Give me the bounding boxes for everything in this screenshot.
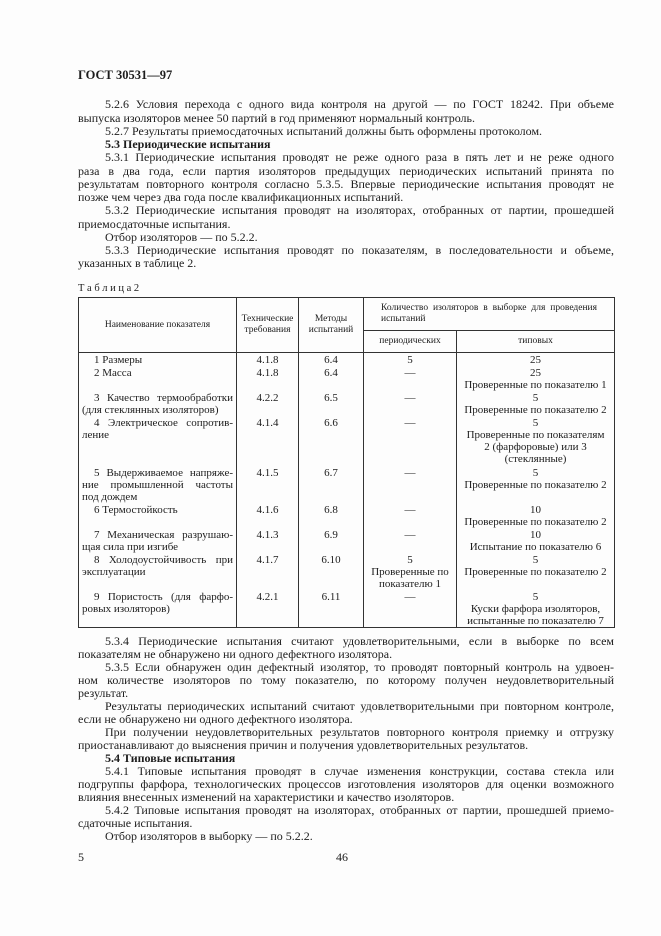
cell-text: ние промышленной частоты bbox=[82, 479, 233, 491]
cell-text: 5 Выдерживаемое напряже- bbox=[94, 467, 233, 479]
cell-text: 5 bbox=[532, 467, 539, 479]
cell-text: — bbox=[404, 529, 416, 541]
cell-text: — bbox=[404, 392, 416, 404]
table-header-methods bbox=[299, 298, 364, 353]
cell-text: под дождем bbox=[82, 491, 138, 503]
cell-periodic bbox=[364, 590, 457, 628]
paragraph-line: влияния внесенных изменений на характеристики и качество изоляторов. bbox=[78, 791, 455, 805]
page-number-center: 46 bbox=[336, 850, 348, 864]
table-row bbox=[79, 466, 615, 503]
cell-text: 10 bbox=[530, 529, 541, 541]
cell-periodic bbox=[364, 391, 457, 416]
cell-name bbox=[79, 528, 237, 553]
paragraph-line: 5.4.2 Типовые испытания проводят на изоляторах, отобранных от партии, прошедшей приемо- bbox=[105, 804, 614, 818]
cell-text: — bbox=[404, 504, 416, 516]
header-text: испытаний bbox=[308, 325, 354, 335]
paragraph-line: сдаточные испытания. bbox=[78, 817, 193, 831]
cell-text: эксплуатации bbox=[82, 566, 146, 578]
paragraph-line: указанных в таблице 2. bbox=[78, 257, 197, 271]
paragraph-line: результат. bbox=[78, 686, 129, 700]
table-row bbox=[79, 366, 615, 391]
cell-method bbox=[299, 391, 364, 416]
cell-text: 5 bbox=[532, 554, 539, 566]
cell-periodic bbox=[364, 353, 457, 367]
text-block-top bbox=[78, 98, 614, 270]
cell-method bbox=[299, 528, 364, 553]
paragraph-line: позже чем через два года после квалификационных испытаний. bbox=[78, 191, 404, 205]
table-row bbox=[79, 503, 615, 528]
cell-text: Проверенные по показателю 2 bbox=[464, 479, 607, 491]
cell-text: щая сила при изгибе bbox=[82, 541, 179, 553]
cell-requirements bbox=[237, 416, 299, 466]
cell-text: (для стеклянных изоляторов) bbox=[82, 404, 219, 416]
cell-text: 6.9 bbox=[324, 529, 338, 541]
cell-text: — bbox=[404, 591, 416, 603]
cell-method bbox=[299, 366, 364, 391]
cell-type bbox=[457, 353, 615, 367]
paragraph-line: 5.3.1 Периодические испытания проводят не реже одного раза в пять лет и не реже одного bbox=[105, 151, 614, 165]
paragraph-line: При получении неудовлетворительных результатов повторного контроля приемку и отгрузку bbox=[105, 725, 614, 739]
paragraph-line: выпуска изоляторов менее 50 партий в год применяют нормальный контроль. bbox=[78, 111, 476, 125]
cell-text: 10 bbox=[530, 504, 541, 516]
cell-name bbox=[79, 553, 237, 590]
cell-requirements bbox=[237, 553, 299, 590]
paragraph-line: показателям не обнаружено ни одного дефектного изолятора. bbox=[78, 647, 393, 661]
cell-text: 6 Термостойкость bbox=[94, 504, 178, 516]
paragraph-line: если не обнаружено ни одного дефектного изолятора. bbox=[78, 712, 353, 726]
cell-type bbox=[457, 466, 615, 503]
table-row bbox=[79, 353, 615, 367]
cell-text: 4.1.5 bbox=[256, 467, 279, 479]
paragraph-line: приостанавливают до выяснения причин и получения удовлетворительных результатов. bbox=[78, 739, 529, 752]
cell-text: 1 Размеры bbox=[94, 354, 143, 366]
table-row bbox=[79, 553, 615, 590]
cell-name bbox=[79, 416, 237, 466]
cell-text: 6.10 bbox=[321, 554, 341, 566]
cell-method bbox=[299, 353, 364, 367]
cell-type bbox=[457, 391, 615, 416]
cell-requirements bbox=[237, 503, 299, 528]
cell-text: — bbox=[404, 417, 416, 429]
cell-text: 6.6 bbox=[324, 417, 338, 429]
cell-text: показателю 1 bbox=[378, 578, 442, 590]
cell-text: Проверенные по показателю 2 bbox=[464, 404, 607, 416]
cell-text: 4.1.3 bbox=[256, 529, 279, 541]
table-row bbox=[79, 590, 615, 628]
cell-periodic bbox=[364, 416, 457, 466]
cell-text: 5 bbox=[407, 354, 413, 366]
cell-method bbox=[299, 466, 364, 503]
paragraph-line: Отбор изоляторов — по 5.2.2. bbox=[105, 230, 258, 244]
paragraph-line: результатам повторного контроля согласно 5.3.5. Впервые периодические испытания проводят не bbox=[78, 177, 614, 191]
cell-text: Проверенные по bbox=[371, 566, 449, 578]
header-text: Наименование показателя bbox=[104, 319, 211, 330]
cell-text: 5 bbox=[407, 554, 413, 566]
cell-text: (стеклянные) bbox=[504, 453, 567, 465]
cell-type bbox=[457, 503, 615, 528]
paragraph-line: 5.3.3 Периодические испытания проводят по показателям, в последовательности и объеме, bbox=[105, 244, 614, 258]
table-row bbox=[79, 528, 615, 553]
cell-periodic bbox=[364, 466, 457, 503]
cell-periodic bbox=[364, 366, 457, 391]
cell-type bbox=[457, 366, 615, 391]
cell-text: 6.11 bbox=[321, 591, 341, 603]
indicators-table bbox=[78, 297, 615, 628]
cell-text: ление bbox=[82, 429, 110, 441]
cell-text: 8 Холодоустойчивость при bbox=[94, 554, 233, 566]
cell-text: 2 Масса bbox=[94, 367, 132, 379]
cell-name bbox=[79, 503, 237, 528]
cell-method bbox=[299, 416, 364, 466]
cell-text: 3 Качество термообработки bbox=[94, 392, 233, 404]
cell-name bbox=[79, 366, 237, 391]
header-text: требования bbox=[244, 325, 291, 335]
cell-type bbox=[457, 528, 615, 553]
cell-text: Испытание по показателю 6 bbox=[469, 541, 602, 553]
cell-text: — bbox=[404, 367, 416, 379]
cell-text: Проверенные по показателю 2 bbox=[464, 566, 607, 578]
cell-text: 5 bbox=[532, 392, 539, 404]
cell-requirements bbox=[237, 391, 299, 416]
cell-text: 4 Электрическое сопротив- bbox=[94, 417, 233, 429]
section-heading: 5.4 Типовые испытания bbox=[105, 752, 236, 766]
table-header-periodic bbox=[364, 331, 457, 353]
paragraph-line: 5.2.6 Условия перехода с одного вида контроля на другой — по ГОСТ 18242. При объеме bbox=[105, 98, 614, 112]
header-text: Методы bbox=[314, 314, 348, 324]
table-header-name bbox=[79, 298, 237, 353]
cell-method bbox=[299, 553, 364, 590]
cell-name bbox=[79, 353, 237, 367]
section-heading: 5.3 Периодические испытания bbox=[105, 138, 271, 152]
cell-text: 7 Механическая разрушаю- bbox=[94, 529, 233, 541]
cell-periodic bbox=[364, 553, 457, 590]
paragraph-line: 5.3.2 Периодические испытания проводят на изоляторах, отобранных от партии, прошедшей bbox=[105, 204, 614, 218]
cell-text: 4.2.1 bbox=[256, 591, 279, 603]
header-text: Технические bbox=[241, 314, 294, 324]
cell-text: Проверенные по показателям bbox=[466, 429, 605, 441]
page-number-left: 5 bbox=[78, 850, 84, 864]
paragraph-line: Отбор изоляторов в выборку — по 5.2.2. bbox=[105, 830, 313, 844]
table-caption: Т а б л и ц а 2 bbox=[78, 283, 140, 294]
table-header-quantity bbox=[364, 298, 615, 331]
cell-text: 4.1.7 bbox=[256, 554, 279, 566]
paragraph-line: 5.2.7 Результаты приемосдаточных испытаний должны быть оформлены протоколом. bbox=[105, 124, 543, 138]
cell-text: 2 (фарфоровые) или 3 bbox=[484, 441, 587, 453]
cell-text: 6.7 bbox=[324, 467, 338, 479]
document-code: ГОСТ 30531—97 bbox=[78, 68, 173, 82]
cell-text: 6.4 bbox=[324, 367, 338, 379]
cell-text: 6.8 bbox=[324, 504, 338, 516]
cell-periodic bbox=[364, 503, 457, 528]
cell-method bbox=[299, 590, 364, 628]
table-header-row bbox=[79, 298, 615, 331]
cell-type bbox=[457, 590, 615, 628]
header-text: периодических bbox=[379, 336, 441, 346]
cell-name bbox=[79, 590, 237, 628]
cell-text: испытанные по показателю 7 bbox=[467, 615, 604, 627]
cell-requirements bbox=[237, 590, 299, 628]
cell-text: 4.1.4 bbox=[256, 417, 279, 429]
paragraph-line: ном количестве изоляторов по тому показателю, по которому получен неудовлетворительный bbox=[78, 673, 614, 687]
header-text: испытаний bbox=[381, 314, 426, 324]
cell-text: Проверенные по показателю 2 bbox=[464, 516, 607, 528]
cell-text: 6.4 bbox=[324, 354, 338, 366]
paragraph-line: приемосдаточные испытания. bbox=[78, 217, 231, 231]
cell-text: 4.1.8 bbox=[256, 367, 279, 379]
cell-requirements bbox=[237, 466, 299, 503]
header-text: Количество изоляторов в выборке для проведения bbox=[381, 303, 597, 313]
table-row bbox=[79, 416, 615, 466]
cell-requirements bbox=[237, 353, 299, 367]
cell-requirements bbox=[237, 528, 299, 553]
cell-text: 4.1.6 bbox=[256, 504, 279, 516]
cell-requirements bbox=[237, 366, 299, 391]
paragraph-line: 5.3.4 Периодические испытания считают удовлетворительными, если в выборке по всем bbox=[105, 634, 614, 648]
paragraph-line: Результаты периодических испытаний считают удовлетворительными при повторном контроле, bbox=[105, 699, 614, 713]
cell-text: — bbox=[404, 467, 416, 479]
cell-text: Куски фарфора изоляторов, bbox=[470, 603, 601, 615]
cell-type bbox=[457, 416, 615, 466]
cell-type bbox=[457, 553, 615, 590]
cell-text: 4.1.8 bbox=[256, 354, 279, 366]
cell-text: 6.5 bbox=[324, 392, 338, 404]
cell-text: 9 Пористость (для фарфо- bbox=[94, 591, 233, 603]
cell-text: Проверенные по показателю 1 bbox=[464, 379, 607, 391]
cell-text: ровых изоляторов) bbox=[82, 603, 170, 615]
cell-method bbox=[299, 503, 364, 528]
cell-name bbox=[79, 391, 237, 416]
cell-text: 4.2.2 bbox=[256, 392, 279, 404]
table-header-type bbox=[457, 331, 615, 353]
cell-name bbox=[79, 466, 237, 503]
paragraph-line: раза в два года, если партия изоляторов предыдущих периодических испытаний принята по bbox=[78, 164, 614, 178]
paragraph-line: 5.3.5 Если обнаружен один дефектный изолятор, то проводят повторный контроль на удвоен- bbox=[105, 660, 614, 674]
cell-text: 25 bbox=[530, 354, 541, 366]
paragraph-line: подгруппы фарфора, технологических процессов изготовления изоляторов для оценки возможного bbox=[78, 778, 614, 792]
cell-periodic bbox=[364, 528, 457, 553]
cell-text: 25 bbox=[530, 367, 541, 379]
paragraph-line: 5.4.1 Типовые испытания проводят в случае изменения конструкции, состава стекла или bbox=[105, 765, 614, 779]
cell-text: 5 bbox=[532, 591, 539, 603]
cell-text: 5 bbox=[532, 417, 539, 429]
text-block-bottom bbox=[78, 635, 614, 844]
header-text: типовых bbox=[518, 336, 553, 346]
table-row bbox=[79, 391, 615, 416]
table-header-requirements bbox=[237, 298, 299, 353]
